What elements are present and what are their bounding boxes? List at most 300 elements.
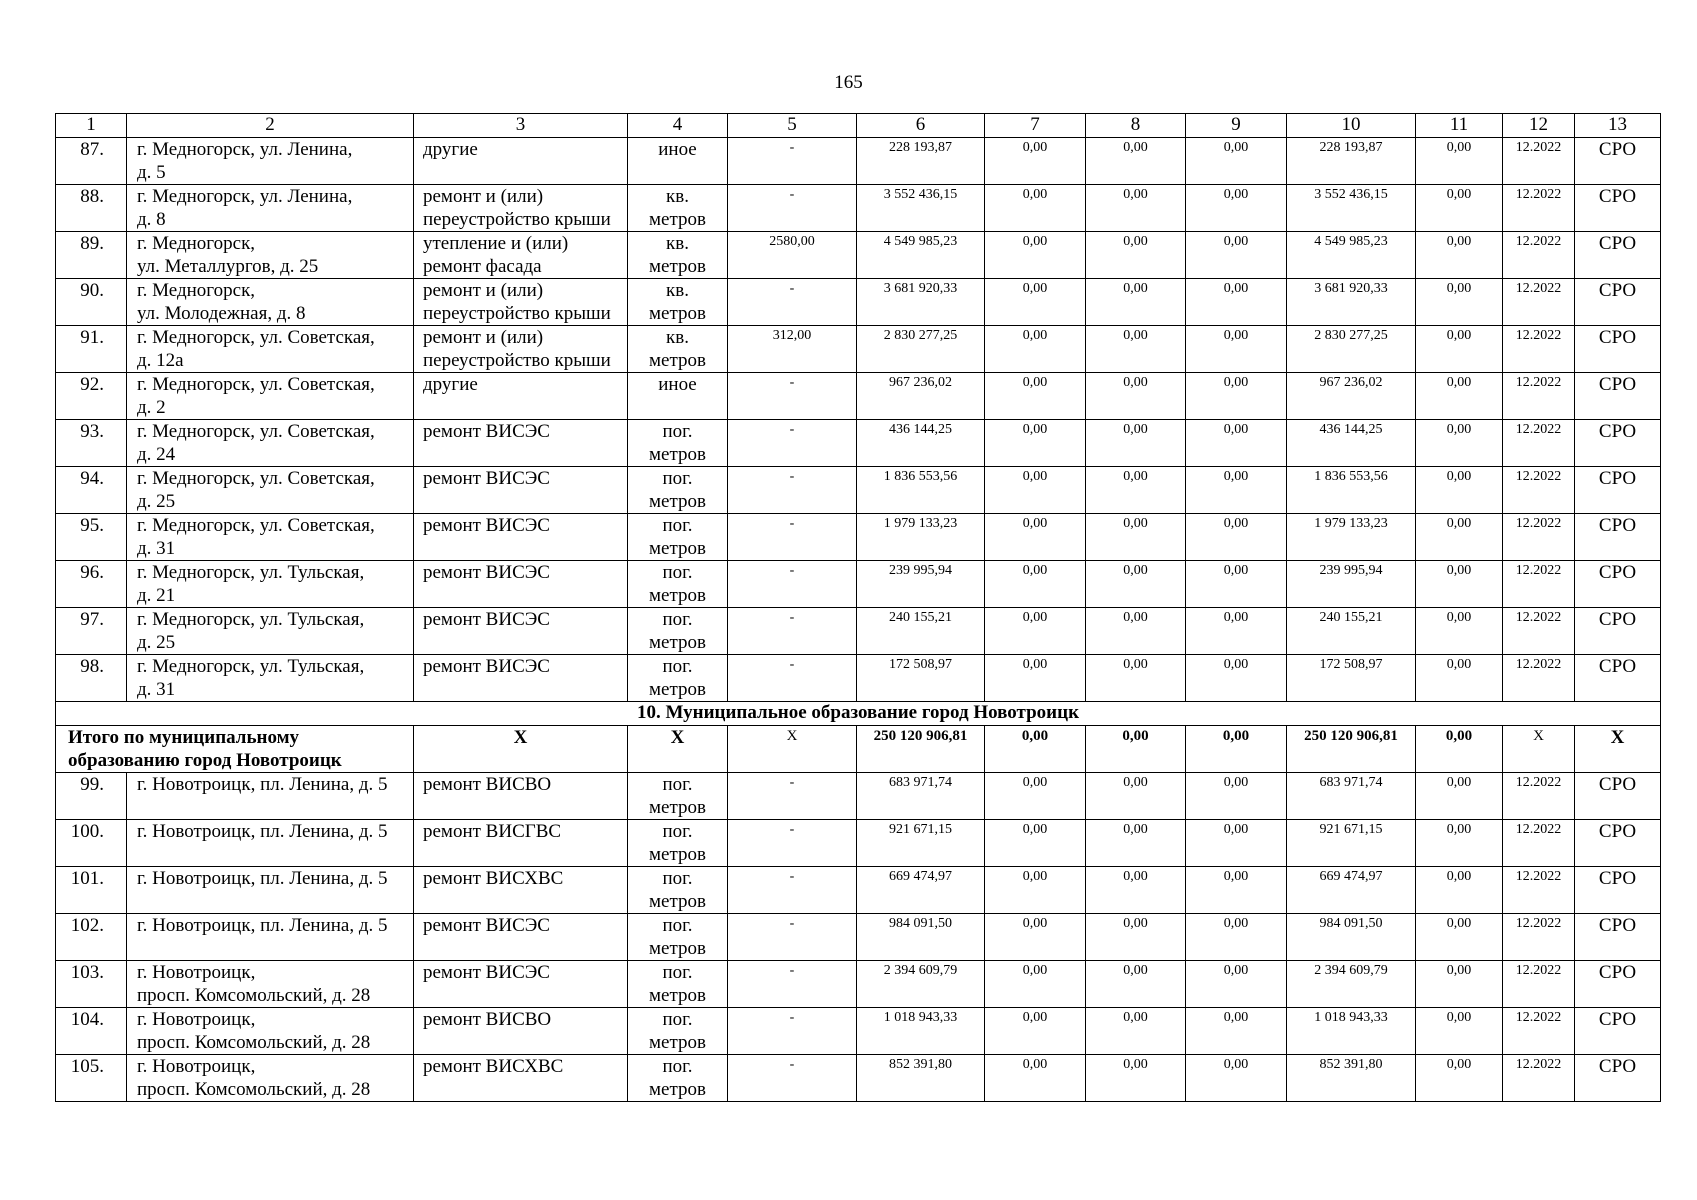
work-type-line-2: ремонт фасада [423,256,542,277]
value-cell-c9: 0,00 [1186,138,1287,185]
value-cell-c6: 1 836 553,56 [857,467,985,514]
table-row [56,467,1661,514]
address-line-1: г. Медногорск, ул. Советская, [137,468,375,489]
value-cell-c8: 0,00 [1086,420,1186,467]
address-line-1: г. Новотроицк, пл. Ленина, д. 5 [137,821,388,842]
value-cell-c5: - [728,961,857,1008]
value-cell-c5: - [728,867,857,914]
column-number-cell: 6 [857,114,985,138]
value-cell-c6: 967 236,02 [857,373,985,420]
value-cell-c7: 0,00 [985,561,1086,608]
value-cell-c10: 967 236,02 [1287,373,1416,420]
value-cell-c12: 12.2022 [1503,373,1575,420]
value-cell-c6: 3 681 920,33 [857,279,985,326]
column-number-cell: 7 [985,114,1086,138]
total-cell-c3: Х [414,726,628,773]
column-number-cell: 10 [1287,114,1416,138]
value-cell-c9: 0,00 [1186,655,1287,702]
address-line-1: г. Медногорск, [137,280,256,301]
value-cell-c12: 12.2022 [1503,279,1575,326]
address-line-2: д. 31 [137,679,176,700]
value-cell-c13: СРО [1575,279,1661,326]
value-cell-c12: 12.2022 [1503,773,1575,820]
value-cell-c10: 2 394 609,79 [1287,961,1416,1008]
value-cell-c6: 1 979 133,23 [857,514,985,561]
unit-line-1: кв. [666,186,689,207]
address-line-1: г. Медногорск, ул. Ленина, [137,139,353,160]
address-line-2: д. 25 [137,491,176,512]
unit-cell [628,961,728,1008]
value-cell-c9: 0,00 [1186,608,1287,655]
row-number-cell: 87. [56,138,127,185]
value-cell-c10: 1 979 133,23 [1287,514,1416,561]
row-number-cell: 95. [56,514,127,561]
value-cell-c7: 0,00 [985,820,1086,867]
value-cell-c10: 1 836 553,56 [1287,467,1416,514]
address-cell [127,138,414,185]
row-number-cell: 94. [56,467,127,514]
total-label-line-1: Итого по муниципальному [68,727,300,748]
address-cell [127,232,414,279]
value-cell-c12: 12.2022 [1503,608,1575,655]
value-cell-c11: 0,00 [1416,185,1503,232]
column-number-cell: 13 [1575,114,1661,138]
address-line-2: д. 2 [137,397,166,418]
address-cell [127,773,414,820]
value-cell-c11: 0,00 [1416,914,1503,961]
value-cell-c9: 0,00 [1186,185,1287,232]
work-type-cell [414,1008,628,1055]
value-cell-c12: 12.2022 [1503,467,1575,514]
value-cell-c7: 0,00 [985,1008,1086,1055]
value-cell-c7: 0,00 [985,961,1086,1008]
value-cell-c7: 0,00 [985,279,1086,326]
address-line-1: г. Медногорск, ул. Советская, [137,515,375,536]
total-label-line-2: образованию город Новотроицк [68,750,342,771]
unit-cell [628,467,728,514]
work-type-cell [414,608,628,655]
column-number-cell: 4 [628,114,728,138]
value-cell-c10: 669 474,97 [1287,867,1416,914]
column-number-cell: 9 [1186,114,1287,138]
unit-line-1: пог. [662,609,693,630]
address-line-1: г. Новотроицк, [137,962,256,983]
table-row [56,138,1661,185]
table-row [56,773,1661,820]
address-line-1: г. Медногорск, ул. Тульская, [137,656,365,677]
value-cell-c13: СРО [1575,1008,1661,1055]
total-cell-c12: Х [1503,726,1575,773]
address-line-2: д. 8 [137,209,166,230]
value-cell-c8: 0,00 [1086,561,1186,608]
value-cell-c5: - [728,608,857,655]
unit-line-2: метров [649,679,706,700]
value-cell-c13: СРО [1575,326,1661,373]
value-cell-c5: 312,00 [728,326,857,373]
unit-cell [628,1008,728,1055]
value-cell-c7: 0,00 [985,514,1086,561]
row-number-cell: 88. [56,185,127,232]
address-cell [127,185,414,232]
unit-line-1: иное [658,374,697,395]
value-cell-c13: СРО [1575,561,1661,608]
value-cell-c11: 0,00 [1416,373,1503,420]
row-number-cell: 96. [56,561,127,608]
unit-line-2: метров [649,350,706,371]
value-cell-c12: 12.2022 [1503,961,1575,1008]
work-type-line-1: ремонт ВИСЭС [423,421,550,442]
column-number-cell: 2 [127,114,414,138]
unit-line-2: метров [649,985,706,1006]
section-row [56,702,1661,726]
unit-line-1: кв. [666,233,689,254]
column-number-cell: 5 [728,114,857,138]
value-cell-c9: 0,00 [1186,326,1287,373]
table-row [56,1008,1661,1055]
unit-line-2: метров [649,491,706,512]
unit-cell [628,773,728,820]
value-cell-c8: 0,00 [1086,232,1186,279]
value-cell-c7: 0,00 [985,467,1086,514]
address-cell [127,867,414,914]
unit-line-1: пог. [662,1056,693,1077]
value-cell-c9: 0,00 [1186,914,1287,961]
column-number-cell: 1 [56,114,127,138]
value-cell-c9: 0,00 [1186,467,1287,514]
value-cell-c5: - [728,514,857,561]
value-cell-c6: 2 394 609,79 [857,961,985,1008]
table-row [56,867,1661,914]
unit-line-1: кв. [666,327,689,348]
unit-cell [628,232,728,279]
value-cell-c11: 0,00 [1416,655,1503,702]
table-row [56,514,1661,561]
value-cell-c8: 0,00 [1086,373,1186,420]
row-number-cell: 105. [56,1055,127,1102]
work-type-line-2: переустройство крыши [423,209,611,230]
value-cell-c12: 12.2022 [1503,1055,1575,1102]
value-cell-c5: 2580,00 [728,232,857,279]
value-cell-c6: 436 144,25 [857,420,985,467]
unit-line-1: пог. [662,868,693,889]
value-cell-c5: - [728,773,857,820]
value-cell-c6: 4 549 985,23 [857,232,985,279]
repair-program-table [55,113,1661,1102]
value-cell-c8: 0,00 [1086,914,1186,961]
value-cell-c7: 0,00 [985,326,1086,373]
value-cell-c5: - [728,373,857,420]
value-cell-c9: 0,00 [1186,561,1287,608]
column-number-cell: 12 [1503,114,1575,138]
unit-cell [628,1055,728,1102]
value-cell-c7: 0,00 [985,138,1086,185]
value-cell-c8: 0,00 [1086,1055,1186,1102]
row-number-cell: 104. [56,1008,127,1055]
value-cell-c6: 2 830 277,25 [857,326,985,373]
value-cell-c13: СРО [1575,655,1661,702]
row-number-cell: 91. [56,326,127,373]
unit-line-1: пог. [662,421,693,442]
unit-cell [628,608,728,655]
address-cell [127,961,414,1008]
table-row [56,420,1661,467]
value-cell-c6: 921 671,15 [857,820,985,867]
value-cell-c5: - [728,561,857,608]
unit-cell [628,514,728,561]
value-cell-c12: 12.2022 [1503,232,1575,279]
value-cell-c12: 12.2022 [1503,914,1575,961]
value-cell-c10: 3 552 436,15 [1287,185,1416,232]
value-cell-c8: 0,00 [1086,867,1186,914]
value-cell-c10: 239 995,94 [1287,561,1416,608]
value-cell-c10: 228 193,87 [1287,138,1416,185]
row-number-cell: 100. [56,820,127,867]
value-cell-c13: СРО [1575,514,1661,561]
value-cell-c7: 0,00 [985,1055,1086,1102]
value-cell-c6: 3 552 436,15 [857,185,985,232]
work-type-line-1: ремонт и (или) [423,280,544,301]
value-cell-c9: 0,00 [1186,279,1287,326]
value-cell-c9: 0,00 [1186,232,1287,279]
value-cell-c9: 0,00 [1186,1008,1287,1055]
work-type-line-1: ремонт ВИСВО [423,774,552,795]
address-cell [127,373,414,420]
value-cell-c6: 669 474,97 [857,867,985,914]
value-cell-c7: 0,00 [985,232,1086,279]
unit-line-2: метров [649,797,706,818]
unit-line-1: пог. [662,515,693,536]
work-type-cell [414,232,628,279]
value-cell-c11: 0,00 [1416,961,1503,1008]
table-row [56,561,1661,608]
value-cell-c5: - [728,1055,857,1102]
address-line-1: г. Медногорск, [137,233,256,254]
work-type-line-1: другие [423,374,478,395]
value-cell-c6: 1 018 943,33 [857,1008,985,1055]
value-cell-c8: 0,00 [1086,773,1186,820]
unit-line-1: пог. [662,562,693,583]
value-cell-c11: 0,00 [1416,773,1503,820]
value-cell-c13: СРО [1575,138,1661,185]
work-type-cell [414,326,628,373]
address-line-1: г. Медногорск, ул. Ленина, [137,186,353,207]
table-row [56,185,1661,232]
unit-line-2: метров [649,585,706,606]
table-row [56,961,1661,1008]
unit-line-1: пог. [662,962,693,983]
unit-line-1: пог. [662,774,693,795]
value-cell-c8: 0,00 [1086,138,1186,185]
unit-line-2: метров [649,256,706,277]
work-type-line-1: ремонт ВИСГВС [423,821,562,842]
unit-line-2: метров [649,303,706,324]
unit-cell [628,279,728,326]
value-cell-c10: 4 549 985,23 [1287,232,1416,279]
value-cell-c10: 172 508,97 [1287,655,1416,702]
value-cell-c12: 12.2022 [1503,820,1575,867]
address-line-2: д. 24 [137,444,176,465]
value-cell-c6: 683 971,74 [857,773,985,820]
value-cell-c13: СРО [1575,420,1661,467]
unit-cell [628,867,728,914]
address-line-1: г. Медногорск, ул. Советская, [137,327,375,348]
address-line-2: ул. Металлургов, д. 25 [137,256,319,277]
address-cell [127,1055,414,1102]
work-type-line-1: ремонт ВИСЭС [423,962,550,983]
value-cell-c12: 12.2022 [1503,138,1575,185]
page-number: 165 [834,72,863,93]
unit-cell [628,820,728,867]
unit-line-1: пог. [662,1009,693,1030]
value-cell-c7: 0,00 [985,373,1086,420]
work-type-cell [414,561,628,608]
unit-line-2: метров [649,1032,706,1053]
address-cell [127,514,414,561]
value-cell-c11: 0,00 [1416,326,1503,373]
column-number-cell: 3 [414,114,628,138]
value-cell-c8: 0,00 [1086,655,1186,702]
unit-cell [628,185,728,232]
value-cell-c5: - [728,138,857,185]
value-cell-c11: 0,00 [1416,514,1503,561]
value-cell-c5: - [728,185,857,232]
address-line-1: г. Медногорск, ул. Тульская, [137,609,365,630]
unit-line-2: метров [649,1079,706,1100]
column-number-cell: 8 [1086,114,1186,138]
value-cell-c5: - [728,467,857,514]
address-line-2: просп. Комсомольский, д. 28 [137,1032,371,1053]
value-cell-c13: СРО [1575,914,1661,961]
value-cell-c5: - [728,655,857,702]
table-row [56,1055,1661,1102]
unit-line-1: пог. [662,821,693,842]
unit-line-2: метров [649,444,706,465]
unit-line-2: метров [649,891,706,912]
value-cell-c6: 228 193,87 [857,138,985,185]
address-line-2: д. 21 [137,585,176,606]
value-cell-c12: 12.2022 [1503,867,1575,914]
work-type-cell [414,820,628,867]
section-title: 10. Муниципальное образование город Новотроицк [56,702,1661,726]
address-cell [127,1008,414,1055]
row-number-cell: 102. [56,914,127,961]
value-cell-c9: 0,00 [1186,961,1287,1008]
value-cell-c11: 0,00 [1416,467,1503,514]
address-line-2: просп. Комсомольский, д. 28 [137,985,371,1006]
work-type-cell [414,420,628,467]
row-number-cell: 98. [56,655,127,702]
unit-cell [628,326,728,373]
unit-line-2: метров [649,209,706,230]
table-row [56,326,1661,373]
value-cell-c8: 0,00 [1086,514,1186,561]
work-type-line-1: ремонт ВИСЭС [423,609,550,630]
value-cell-c13: СРО [1575,961,1661,1008]
value-cell-c12: 12.2022 [1503,185,1575,232]
value-cell-c5: - [728,420,857,467]
row-number-cell: 92. [56,373,127,420]
unit-line-2: метров [649,632,706,653]
value-cell-c8: 0,00 [1086,1008,1186,1055]
address-line-1: г. Медногорск, ул. Тульская, [137,562,365,583]
row-number-cell: 103. [56,961,127,1008]
value-cell-c13: СРО [1575,1055,1661,1102]
work-type-line-1: ремонт ВИСЭС [423,656,550,677]
value-cell-c13: СРО [1575,773,1661,820]
value-cell-c6: 172 508,97 [857,655,985,702]
unit-cell [628,138,728,185]
value-cell-c10: 852 391,80 [1287,1055,1416,1102]
value-cell-c12: 12.2022 [1503,420,1575,467]
value-cell-c13: СРО [1575,608,1661,655]
address-line-1: г. Новотроицк, пл. Ленина, д. 5 [137,868,388,889]
total-cell-c13: Х [1575,726,1661,773]
value-cell-c6: 852 391,80 [857,1055,985,1102]
value-cell-c9: 0,00 [1186,514,1287,561]
work-type-line-1: ремонт ВИСЭС [423,515,550,536]
value-cell-c7: 0,00 [985,420,1086,467]
unit-line-2: метров [649,538,706,559]
value-cell-c10: 984 091,50 [1287,914,1416,961]
value-cell-c12: 12.2022 [1503,655,1575,702]
row-number-cell: 101. [56,867,127,914]
address-line-2: ул. Молодежная, д. 8 [137,303,306,324]
value-cell-c8: 0,00 [1086,467,1186,514]
column-number-header-row [56,114,1661,138]
work-type-cell [414,655,628,702]
value-cell-c13: СРО [1575,185,1661,232]
work-type-cell [414,1055,628,1102]
work-type-line-1: ремонт ВИСЭС [423,562,550,583]
work-type-line-2: переустройство крыши [423,303,611,324]
address-cell [127,561,414,608]
total-cell-c9: 0,00 [1186,726,1287,773]
unit-line-1: иное [658,139,697,160]
work-type-cell [414,867,628,914]
value-cell-c8: 0,00 [1086,961,1186,1008]
unit-line-1: кв. [666,280,689,301]
work-type-line-1: ремонт ВИСЭС [423,915,550,936]
total-cell-c11: 0,00 [1416,726,1503,773]
work-type-cell [414,373,628,420]
address-cell [127,420,414,467]
value-cell-c5: - [728,279,857,326]
work-type-cell [414,773,628,820]
value-cell-c9: 0,00 [1186,773,1287,820]
value-cell-c10: 921 671,15 [1287,820,1416,867]
value-cell-c8: 0,00 [1086,820,1186,867]
value-cell-c8: 0,00 [1086,185,1186,232]
value-cell-c8: 0,00 [1086,608,1186,655]
value-cell-c12: 12.2022 [1503,514,1575,561]
unit-line-1: пог. [662,915,693,936]
total-cell-c5: Х [728,726,857,773]
row-number-cell: 89. [56,232,127,279]
work-type-cell [414,467,628,514]
value-cell-c10: 436 144,25 [1287,420,1416,467]
address-line-1: г. Новотроицк, пл. Ленина, д. 5 [137,915,388,936]
work-type-line-1: утепление и (или) [423,233,569,254]
value-cell-c7: 0,00 [985,773,1086,820]
unit-line-1: пог. [662,656,693,677]
value-cell-c11: 0,00 [1416,279,1503,326]
address-line-1: г. Новотроицк, пл. Ленина, д. 5 [137,774,388,795]
value-cell-c5: - [728,914,857,961]
unit-cell [628,655,728,702]
value-cell-c11: 0,00 [1416,420,1503,467]
value-cell-c7: 0,00 [985,655,1086,702]
address-line-2: д. 5 [137,162,166,183]
